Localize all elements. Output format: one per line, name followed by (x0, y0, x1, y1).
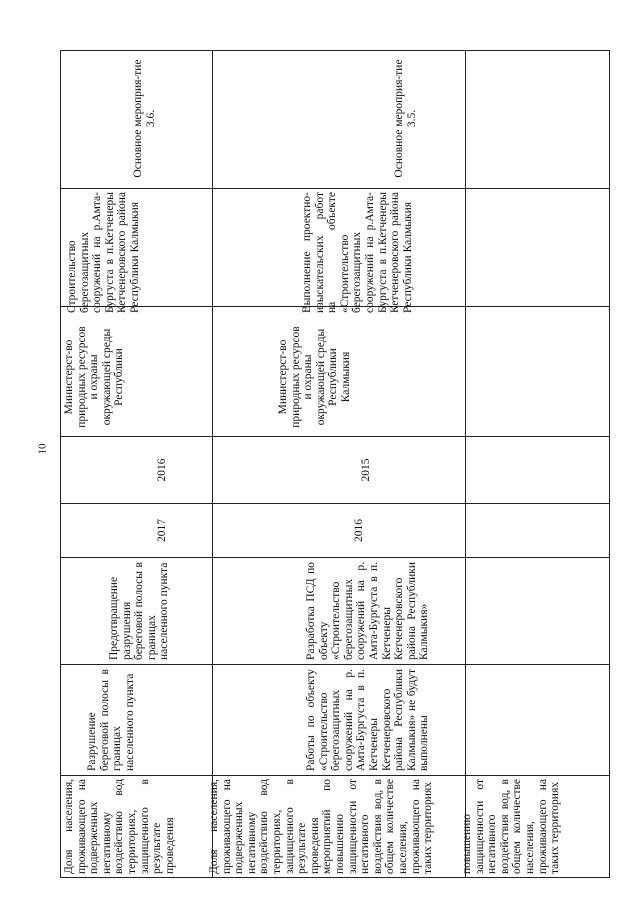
row1-end-year: 2016 (353, 519, 365, 542)
page-number: 10 (36, 443, 49, 455)
row1-result-expected: Разработка ПСД по объекту «Строительство берегозащитных сооружений на р. Амта-Бургуста в п. Кетченеры Кетченеровского района Республики Калмыкия» (305, 562, 431, 660)
row1-executor: Министерст-во природных ресурсов и охраны окружающей среды Республики Калмыкия (277, 326, 352, 428)
row1-consequences: Работы по объекту «Строительство берегозащитных сооружений на р. Амта-Бургуста в п. Кетченеры Кетченеровского района Республики Калмыкия» не будут выполнены (305, 669, 431, 771)
row0-indicator: повышению защищенности от негативного воздействия вод, в общем количестве населения, проживающего на таких территориях (461, 779, 562, 874)
row2-result-expected: Предотвращение разрушения береговой полосы в границах населенного пункта (108, 562, 171, 660)
row1-name: Основное мероприя-тие 3.5. (393, 59, 418, 178)
row1-start-year: 2015 (360, 458, 372, 482)
row2-end-year: 2017 (156, 519, 168, 542)
rotated-table (60, 50, 610, 878)
row2-indicator: Доля населения, проживающего на подверженных негативному воздействию вод территориях, защищенного в результате проведения (63, 779, 176, 874)
row2-consequences: Разрушение береговой полосы в границах населенного пункта (86, 669, 136, 771)
row2-executor: Министерст-во природных ресурсов и охраны окружающей среды Республики (63, 326, 126, 428)
row2-name: Основное мероприя-тие 3.6. (132, 59, 157, 178)
row2-start-year: 2016 (156, 458, 168, 482)
row2-work: Строительство берегозащитных сооружений на р.Амта-Бургуста в п.Кетченеры Кетченеровского района Республики Калмыкия (66, 192, 141, 313)
row1-work: Выполнение проектно-изыскательских работ на объекте «Строительство берегозащитных сооружений на р.Амта-Бургуста в п.Кетченеры Кетченеровского района Республики Калмыкия (301, 192, 414, 313)
row1-indicator: Доля населения, проживающего на подверженных негативному воздействию вод территориях, защищенного в результате проведения мероприятий по повышению защищенности от негативного воздействия вод, в общем количестве населения, проживающего на таких территориях (208, 779, 435, 874)
